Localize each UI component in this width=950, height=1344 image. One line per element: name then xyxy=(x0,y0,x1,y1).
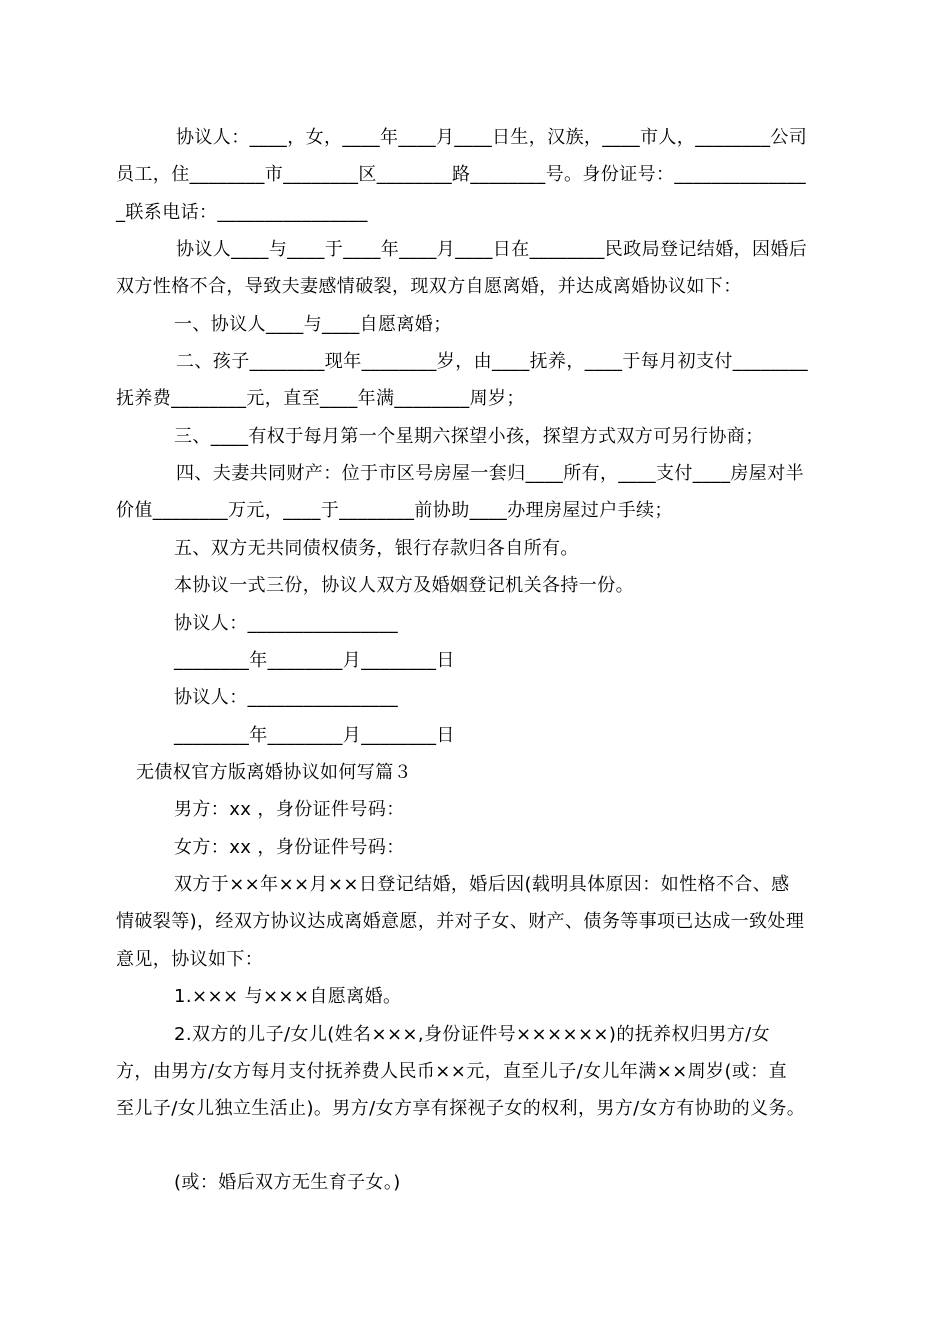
date-line-one: ________年________月________日 xyxy=(174,650,455,671)
female-party-line: 女方：xx ，身份证件号码： xyxy=(174,837,405,858)
signature-party-two: 协议人：________________ xyxy=(174,687,398,708)
clause-three: 三、____有权于每月第一个星期六探望小孩，探望方式双方可另行协商； xyxy=(174,426,764,447)
marriage-info-line-1: 协议人____与____于____年____月____日在________民政局登记结婚，因婚后 xyxy=(176,239,808,260)
marriage-reason-line-3: 意见，协议如下： xyxy=(116,949,264,970)
copies-note: 本协议一式三份，协议人双方及婚姻登记机关各持一份。 xyxy=(174,575,634,596)
clause-four-line-2: 价值________万元，____于________前协助____办理房屋过户手续； xyxy=(116,500,673,521)
party-one-info-line-1: 协议人：____，女，____年____月____日生，汉族，____市人，________公司 xyxy=(176,127,808,148)
item-one: 1.××× 与×××自愿离婚。 xyxy=(174,986,402,1007)
signature-party-one: 协议人：________________ xyxy=(174,613,398,634)
party-one-info-line-2: 员工，住________市________区________路________号。身份证号：______________ xyxy=(116,164,806,185)
marriage-info-line-2: 双方性格不合，导致夫妻感情破裂，现双方自愿离婚，并达成离婚协议如下： xyxy=(116,276,742,297)
item-two-line-1: 2.双方的儿子/女儿(姓名×××,身份证件号××××××)的抚养权归男方/女 xyxy=(174,1024,771,1045)
item-two-line-2: 方，由男方/女方每月支付抚养费人民币××元，直至儿子/女儿年满××周岁(或：直 xyxy=(116,1061,788,1082)
no-children-note: (或：婚后双方无生育子女。) xyxy=(174,1172,401,1193)
clause-one: 一、协议人____与____自愿离婚； xyxy=(174,314,452,335)
clause-five: 五、双方无共同债权债务，银行存款归各自所有。 xyxy=(174,538,579,559)
clause-two-line-1: 二、孩子________现年________岁，由____抚养，____于每月初支付________ xyxy=(176,351,808,372)
clause-four-line-1: 四、夫妻共同财产：位于市区号房屋一套归____所有，____支付____房屋对半 xyxy=(176,463,804,484)
marriage-reason-line-2: 情破裂等)，经双方协议达成离婚意愿，并对子女、财产、债务等事项已达成一致处理 xyxy=(116,911,805,932)
party-one-info-line-3: _联系电话：________________ xyxy=(116,202,368,223)
marriage-reason-line-1: 双方于××年××月××日登记结婚，婚后因(载明具体原因：如性格不合、感 xyxy=(174,874,790,895)
item-two-line-3: 至儿子/女儿独立生活止)。男方/女方享有探视子女的权利，男方/女方有协助的义务。 xyxy=(116,1098,806,1119)
date-line-two: ________年________月________日 xyxy=(174,725,455,746)
clause-two-line-2: 抚养费________元，直至____年满________周岁； xyxy=(116,388,525,409)
section-heading: 无债权官方版离婚协议如何写篇３ xyxy=(136,762,412,783)
male-party-line: 男方：xx ，身份证件号码： xyxy=(174,799,405,820)
